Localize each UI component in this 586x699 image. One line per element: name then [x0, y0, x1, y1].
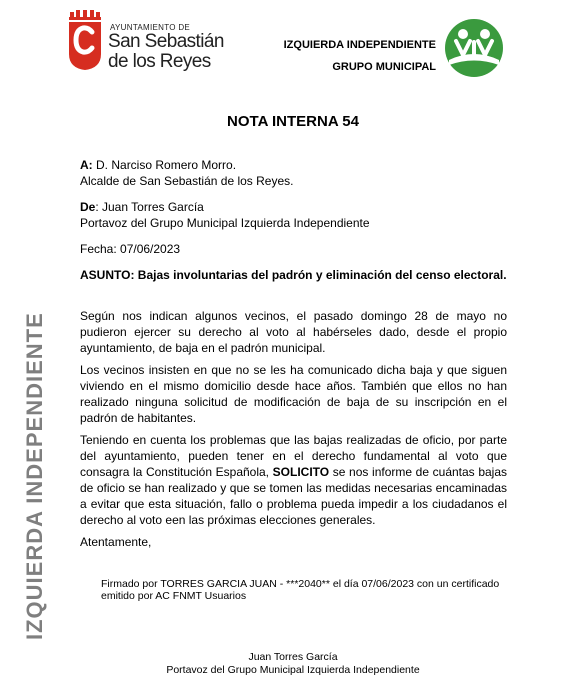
recipient-label: A: — [80, 158, 93, 172]
memo-date: Fecha: 07/06/2023 — [80, 242, 181, 256]
recipient-line — [80, 157, 507, 173]
city-council-logo — [66, 10, 226, 74]
sender-name: : Juan Torres García — [95, 200, 204, 214]
sender-role: Portavoz del Grupo Municipal Izquierda Independiente — [80, 216, 370, 230]
footer-signatory — [0, 651, 586, 677]
sidebar-vertical-text: IZQUIERDA INDEPENDIENTE — [22, 312, 47, 640]
recipient-role: Alcalde de San Sebastián de los Reyes. — [80, 174, 294, 188]
group-name-line1: IZQUIERDA INDEPENDIENTE — [283, 39, 436, 51]
sender-label: De — [80, 200, 96, 214]
footer-role: Portavoz del Grupo Municipal Izquierda Independiente — [166, 664, 420, 676]
city-small-label: AYUNTAMIENTO DE — [110, 23, 191, 32]
paragraph-3-solicito: SOLICITO — [272, 465, 330, 479]
memo-subject: ASUNTO: Bajas involuntarias del padrón y eliminación del censo electoral. — [80, 268, 507, 282]
group-name — [284, 34, 436, 78]
group-logo-icon — [444, 18, 504, 78]
page-title: NOTA INTERNA 54 — [227, 113, 359, 130]
city-shield-icon — [66, 10, 104, 70]
group-name-line2: GRUPO MUNICIPAL — [332, 61, 436, 73]
recipient — [80, 157, 507, 189]
city-name-line2: de los Reyes — [108, 51, 211, 72]
closing: Atentamente, — [80, 535, 152, 549]
paragraph-3-text-b: se nos informe de cuántas bajas de oficio se han realizado y que se tomen las medidas necesarias encaminadas a evitar que esta situación, fallo o problema pueda impedir a los ciudadanos el derecho al voto een las próximas elecciones generales. — [80, 465, 508, 527]
footer-name: Juan Torres García — [248, 651, 338, 663]
paragraph-2: Los vecinos insisten en que no se les ha comunicado dicha baja y que siguen viviendo en el mismo domicilio desde hace años. También que ellos no han realizado ninguna solicitud de modificación de baja de su inscripción en el padrón de habitantes. — [80, 363, 507, 425]
digital-signature: Firmado por TORRES GARCIA JUAN - ***2040** el día 07/06/2023 con un certificado emitido por AC FNMT Usuarios — [101, 578, 500, 602]
sender-line — [80, 199, 507, 215]
city-name-line1: San Sebastián — [108, 31, 224, 52]
paragraph-3 — [80, 432, 507, 528]
paragraph-3-text-a: Teniendo en cuenta los problemas que las bajas realizadas de oficio, por parte del ayuntamiento, pueden tener en el derecho fundamental al voto que consagra la Constitución Española, — [80, 433, 507, 479]
paragraph-1: Según nos indican algunos vecinos, el pasado domingo 28 de mayo no pudieron ejercer su derecho al voto al habérseles dado, desde el propio ayuntamiento, de baja en el padrón municipal. — [80, 309, 507, 355]
recipient-name: D. Narciso Romero Morro. — [96, 158, 237, 172]
sender — [80, 199, 507, 231]
